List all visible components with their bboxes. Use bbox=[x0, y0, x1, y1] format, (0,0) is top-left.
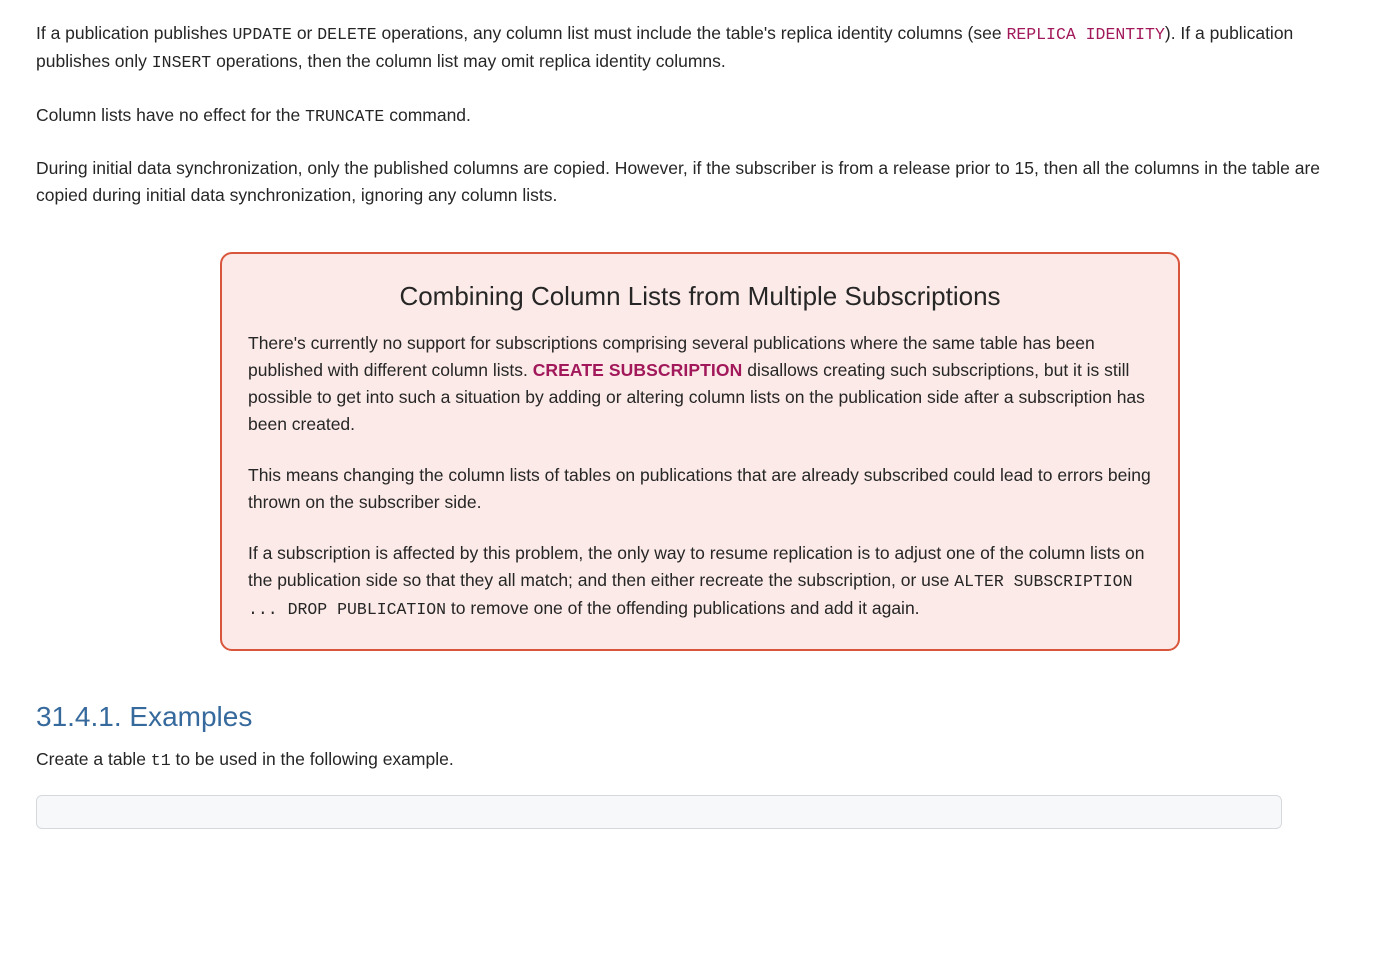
code-block bbox=[36, 795, 1282, 829]
text-fragment: If a subscription is affected by this problem, the only way to resume replication is to adjust one of the column lists on the publication side so that they all match; and then either recreate the subscription, or use bbox=[248, 543, 1145, 591]
code-truncate: TRUNCATE bbox=[305, 106, 385, 126]
text-fragment: There's currently no support for subscriptions comprising several publications where the same table has been published with different column lists. bbox=[248, 332, 1095, 380]
text-fragment: Column lists have no effect for the bbox=[36, 104, 306, 125]
text-fragment: Create a table bbox=[36, 748, 151, 769]
text-fragment: disallows creating such subscriptions, but it is still possible to get into such a situation by adding or altering column lists on the publication side after a subscription has been created. bbox=[248, 359, 1145, 434]
text-fragment: ). If a publication publishes only bbox=[36, 23, 1294, 71]
section-heading-link[interactable]: 31.4.1. Examples bbox=[36, 700, 253, 732]
code-insert: INSERT bbox=[151, 52, 212, 72]
link-create-subscription[interactable]: CREATE SUBSCRIPTION bbox=[532, 359, 743, 380]
link-replica-identity[interactable]: REPLICA IDENTITY bbox=[1006, 25, 1165, 44]
text-fragment: or bbox=[291, 23, 318, 43]
section-heading-examples bbox=[36, 699, 1364, 734]
code-update: UPDATE bbox=[232, 25, 292, 44]
paragraph-initial-sync: During initial data synchronization, only the published columns are copied. However, if the subscriber is from a release prior to 15, then all the columns in the table are copied during initial data synchronization, ignoring any column lists. bbox=[36, 158, 1321, 205]
code-delete: DELETE bbox=[317, 25, 377, 44]
paragraph-truncate bbox=[36, 102, 1364, 130]
text-fragment: operations, then the column list may omit replica identity columns. bbox=[211, 50, 726, 71]
text-fragment: command. bbox=[384, 104, 471, 125]
code-alter-subscription: ALTER SUBSCRIPTION ... DROP PUBLICATION bbox=[248, 572, 1133, 619]
paragraph-replica-identity bbox=[36, 20, 1364, 76]
text-fragment: operations, any column list must include the table's replica identity columns (see bbox=[376, 23, 1007, 43]
text-fragment: to remove one of the offending publications and add it again. bbox=[446, 597, 920, 618]
caution-paragraph-1 bbox=[248, 330, 1152, 439]
code-t1: t1 bbox=[150, 750, 171, 770]
text-fragment: If a publication publishes bbox=[36, 23, 233, 43]
caution-paragraph-2: This means changing the column lists of tables on publications that are already subscribed could lead to errors being thrown on the subscriber side. bbox=[248, 465, 1151, 513]
caution-paragraph-3 bbox=[248, 540, 1152, 622]
caution-box bbox=[220, 252, 1180, 651]
caution-title: Combining Column Lists from Multiple Subscriptions bbox=[399, 280, 1001, 311]
paragraph-example-intro bbox=[36, 746, 1364, 774]
text-fragment: to be used in the following example. bbox=[170, 748, 454, 769]
